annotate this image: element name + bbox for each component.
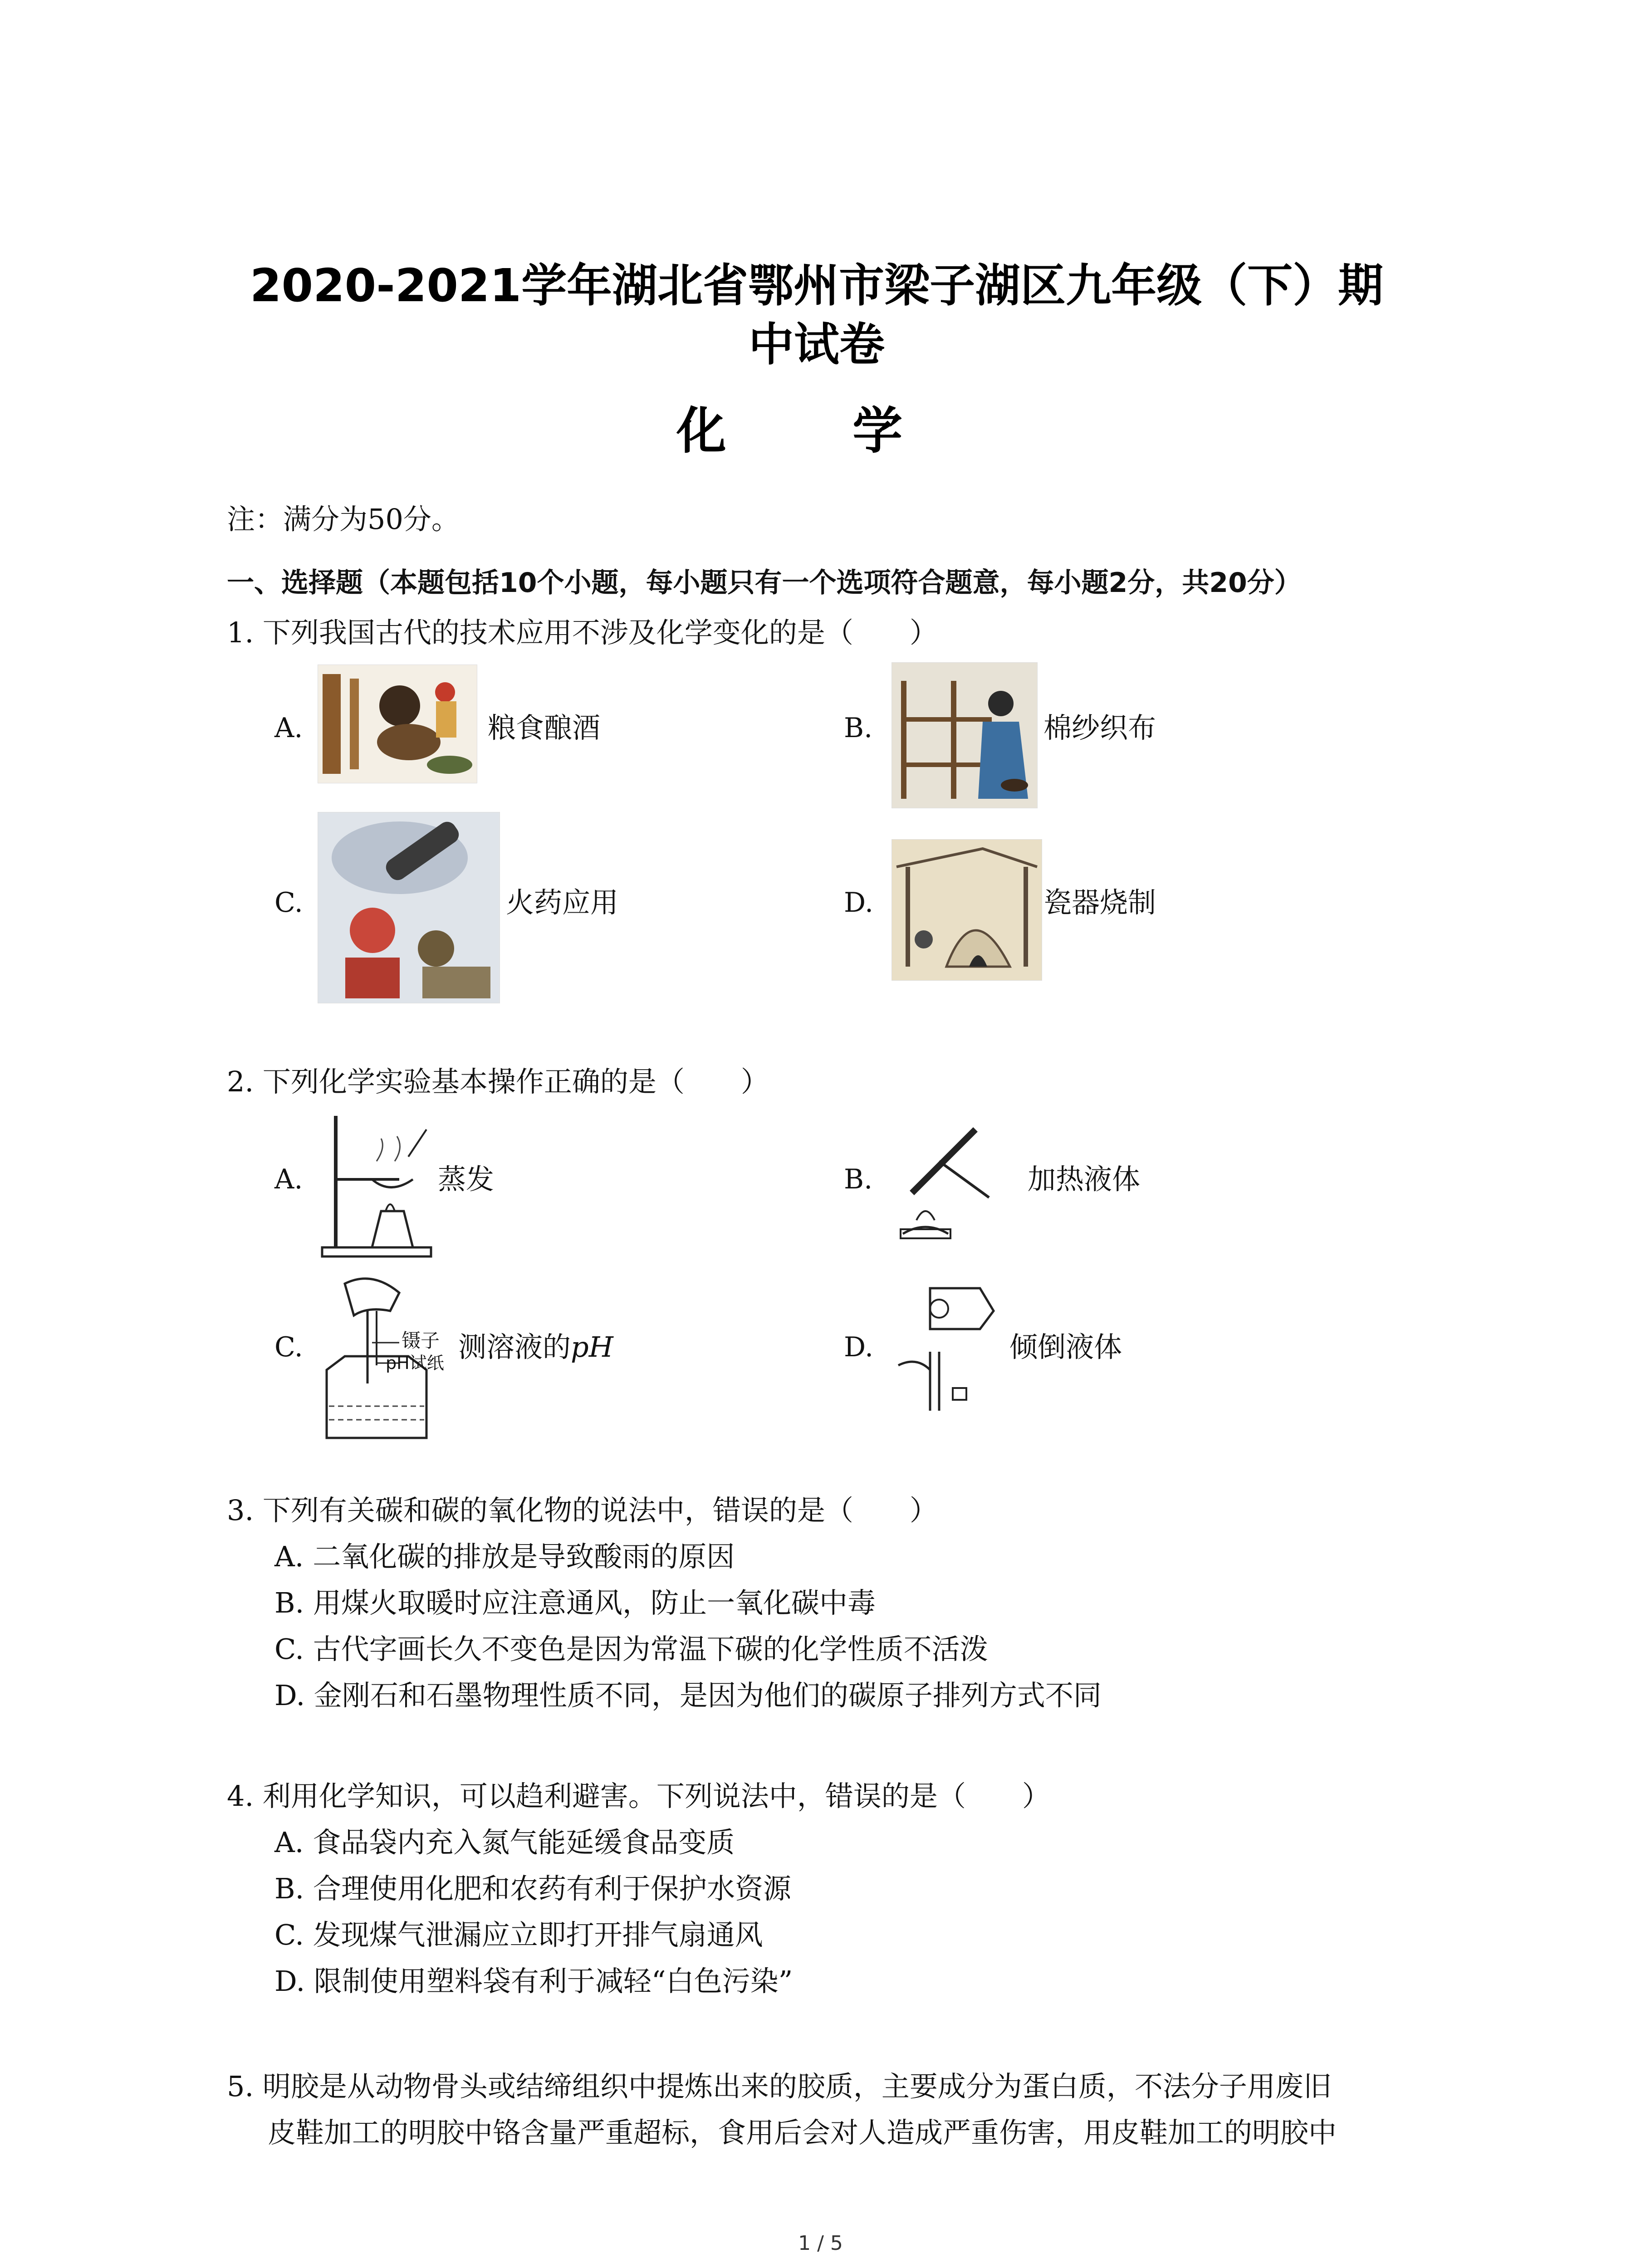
q3-option-c: C. 古代字画长久不变色是因为常温下碳的化学性质不活泼 — [274, 1633, 988, 1666]
gunpowder-illustration — [318, 812, 500, 1003]
q1-option-b-label: 棉纱织布 — [1043, 711, 1156, 744]
porcelain-firing-illustration — [892, 839, 1042, 981]
q1-option-c-letter: C. — [274, 887, 303, 919]
exam-title-line1: 2020-2021学年湖北省鄂州市梁子湖区九年级（下）期 — [250, 259, 1384, 312]
tweezers-label: 镊子 — [402, 1330, 440, 1352]
page-number: 1 / 5 — [798, 2232, 843, 2255]
q2-option-b-label: 加热液体 — [1028, 1163, 1141, 1196]
score-note: 注：满分为50分。 — [227, 503, 460, 536]
ph-test-figure — [318, 1266, 467, 1442]
exam-title-line2: 中试卷 — [749, 318, 885, 371]
question-1-stem: 1. 下列我国古代的技术应用不涉及化学变化的是（ ） — [227, 616, 938, 649]
pouring-liquid-figure — [889, 1279, 1007, 1415]
q3-option-a: A. 二氧化碳的排放是导致酸雨的原因 — [274, 1540, 735, 1573]
q2-option-d-letter: D. — [844, 1331, 874, 1363]
q1-option-b-letter: B. — [844, 712, 873, 744]
question-4-stem: 4. 利用化学知识，可以趋利避害。下列说法中，错误的是（ ） — [227, 1779, 1050, 1813]
subject-title: 化 学 — [676, 402, 957, 460]
question-2-stem: 2. 下列化学实验基本操作正确的是（ ） — [227, 1065, 769, 1098]
question-5-line2: 皮鞋加工的明胶中铬含量严重超标，食用后会对人造成严重伤害，用皮鞋加工的明胶中 — [268, 2116, 1337, 2149]
q1-option-a-label: 粮食酿酒 — [488, 711, 601, 744]
evaporation-apparatus-figure — [318, 1111, 436, 1261]
ph-paper-label: pH试纸 — [386, 1353, 444, 1373]
q2-option-b-letter: B. — [844, 1163, 873, 1195]
question-3-stem: 3. 下列有关碳和碳的氧化物的说法中，错误的是（ ） — [227, 1494, 938, 1527]
section-heading: 一、选择题（本题包括10个小题，每小题只有一个选项符合题意，每小题2分，共20分） — [227, 567, 1302, 599]
q1-option-d-letter: D. — [844, 887, 874, 919]
q4-option-b: B. 合理使用化肥和农药有利于保护水资源 — [274, 1872, 791, 1905]
heating-liquid-figure — [885, 1120, 1021, 1243]
q1-option-c-label: 火药应用 — [506, 886, 619, 919]
q4-option-d: D. 限制使用塑料袋有利于减轻“白色污染” — [274, 1965, 793, 1998]
q2-option-c-label-ph: pH — [571, 1330, 613, 1364]
q2-option-a-letter: A. — [274, 1163, 303, 1195]
q2-option-c-label — [458, 1329, 613, 1365]
q4-option-c: C. 发现煤气泄漏应立即打开排气扇通风 — [274, 1918, 763, 1951]
q2-option-d-label: 倾倒液体 — [1009, 1330, 1122, 1364]
q3-option-d: D. 金刚石和石墨物理性质不同，是因为他们的碳原子排列方式不同 — [274, 1679, 1102, 1712]
cotton-weaving-illustration — [892, 662, 1038, 808]
q1-option-a-letter: A. — [274, 712, 303, 744]
q2-option-c-letter: C. — [274, 1331, 303, 1363]
q4-option-a: A. 食品袋内充入氮气能延缓食品变质 — [274, 1826, 735, 1859]
q2-option-a-label: 蒸发 — [438, 1163, 495, 1196]
question-5-line1: 5. 明胶是从动物骨头或结缔组织中提炼出来的胶质，主要成分为蛋白质，不法分子用废旧 — [227, 2070, 1332, 2103]
q2-option-c-label-text: 测溶液的 — [458, 1330, 571, 1364]
q1-option-d-label: 瓷器烧制 — [1043, 886, 1156, 919]
wine-brewing-illustration — [318, 665, 477, 783]
q3-option-b: B. 用煤火取暖时应注意通风，防止一氧化碳中毒 — [274, 1586, 876, 1619]
